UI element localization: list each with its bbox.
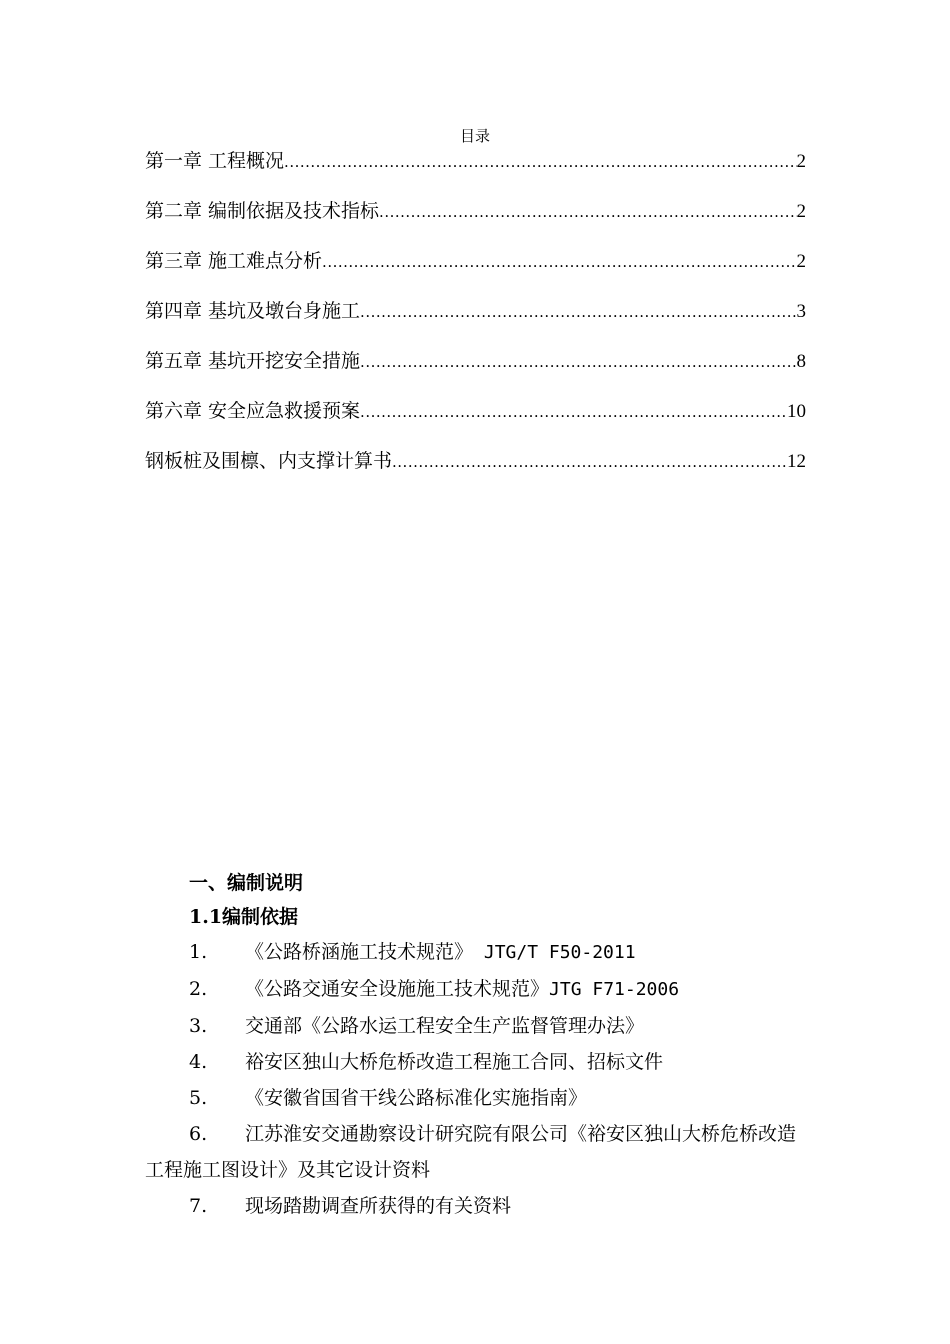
reference-item bbox=[145, 1044, 806, 1080]
reference-code: JTG F71-2006 bbox=[549, 979, 680, 1000]
reference-number: 1. bbox=[189, 941, 208, 963]
toc-entry[interactable] bbox=[145, 146, 806, 196]
reference-number: 4. bbox=[189, 1051, 208, 1073]
reference-number: 7. bbox=[189, 1195, 208, 1217]
compilation-notes-section bbox=[145, 866, 806, 1224]
toc-dot-leader bbox=[392, 447, 787, 477]
toc-entry[interactable] bbox=[145, 446, 806, 496]
reference-item bbox=[145, 1116, 806, 1188]
toc-dot-leader bbox=[360, 397, 787, 427]
reference-item bbox=[145, 1008, 806, 1044]
toc-entry[interactable] bbox=[145, 396, 806, 446]
toc-dot-leader bbox=[360, 347, 796, 377]
reference-text: 江苏淮安交通勘察设计研究院有限公司《裕安区独山大桥危桥改造工程施工图设计》及其它设计资料 bbox=[145, 1123, 797, 1181]
reference-code: JTG/T F50-2011 bbox=[473, 942, 636, 963]
toc-entry-page: 12 bbox=[787, 451, 806, 472]
reference-number: 6. bbox=[189, 1123, 208, 1145]
section-subheading: 1.1编制依据 bbox=[189, 906, 299, 928]
toc-dot-leader bbox=[360, 297, 796, 327]
toc-entry-page: 2 bbox=[796, 151, 806, 172]
reference-item bbox=[145, 1080, 806, 1116]
toc-entry-label: 第三章 施工难点分析 bbox=[145, 250, 323, 272]
reference-number: 5. bbox=[189, 1087, 208, 1109]
toc-entry-label: 钢板桩及围檩、内支撑计算书 bbox=[145, 450, 393, 472]
reference-item bbox=[145, 934, 806, 971]
table-of-contents bbox=[145, 146, 806, 496]
toc-dot-leader bbox=[284, 147, 796, 177]
toc-entry[interactable] bbox=[145, 296, 806, 346]
reference-text: 裕安区独山大桥危桥改造工程施工合同、招标文件 bbox=[245, 1051, 664, 1073]
reference-item bbox=[145, 1188, 806, 1224]
toc-entry-label: 第六章 安全应急救援预案 bbox=[145, 400, 361, 422]
section-heading: 一、编制说明 bbox=[189, 872, 304, 894]
toc-entry[interactable] bbox=[145, 246, 806, 296]
reference-text: 现场踏勘调查所获得的有关资料 bbox=[245, 1195, 512, 1217]
toc-entry[interactable] bbox=[145, 346, 806, 396]
toc-entry-page: 2 bbox=[796, 251, 806, 272]
reference-item bbox=[145, 971, 806, 1008]
toc-dot-leader bbox=[379, 197, 796, 227]
toc-entry-label: 第五章 基坑开挖安全措施 bbox=[145, 350, 361, 372]
reference-number: 2. bbox=[189, 978, 208, 1000]
reference-text: 《公路交通安全设施施工技术规范》 bbox=[245, 978, 550, 1000]
toc-entry-label: 第二章 编制依据及技术指标 bbox=[145, 200, 380, 222]
toc-entry-page: 8 bbox=[796, 351, 806, 372]
toc-entry-label: 第一章 工程概况 bbox=[145, 150, 285, 172]
toc-entry[interactable] bbox=[145, 196, 806, 246]
reference-text: 《安徽省国省干线公路标准化实施指南》 bbox=[245, 1087, 588, 1109]
toc-title: 目录 bbox=[459, 127, 490, 145]
toc-entry-label: 第四章 基坑及墩台身施工 bbox=[145, 300, 361, 322]
reference-text: 《公路桥涵施工技术规范》 bbox=[245, 941, 474, 963]
toc-dot-leader bbox=[322, 247, 796, 277]
toc-entry-page: 2 bbox=[796, 201, 806, 222]
toc-entry-page: 3 bbox=[796, 301, 806, 322]
toc-entry-page: 10 bbox=[787, 401, 806, 422]
reference-text: 交通部《公路水运工程安全生产监督管理办法》 bbox=[245, 1015, 645, 1037]
reference-number: 3. bbox=[189, 1015, 208, 1037]
